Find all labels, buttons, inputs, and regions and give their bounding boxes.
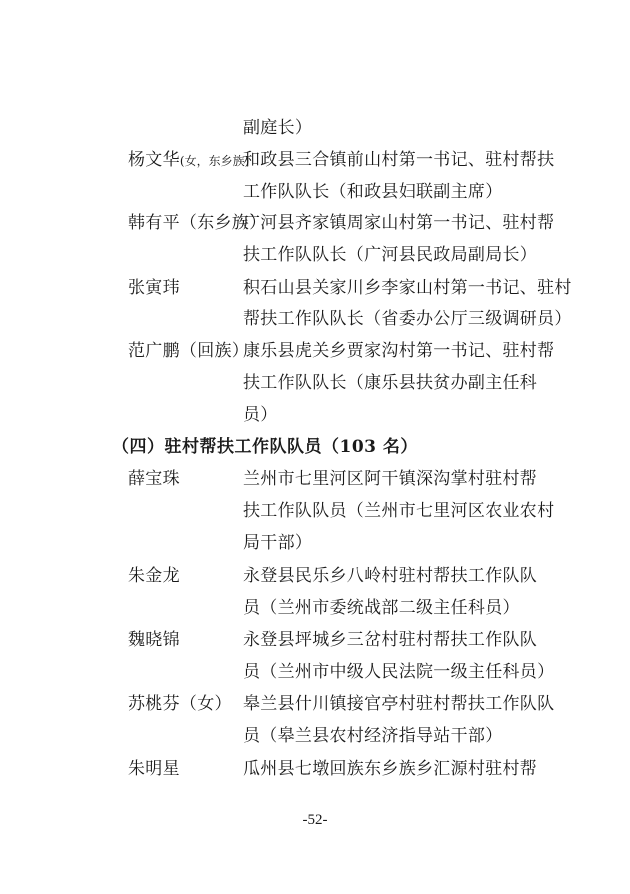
person-name: 朱明星 [128,759,180,779]
entry-text-line: 员（皋兰县农村经济指导站干部） [243,726,503,746]
entry-text-line: 康乐县虎关乡贾家沟村第一书记、驻村帮 [243,341,555,361]
entry-text-line: 永登县坪城乡三岔村驻村帮扶工作队队 [243,630,538,650]
entry-text-line: 员） [243,405,278,425]
section-heading: （四）驻村帮扶工作队队员（103 名） [112,437,418,457]
person-name: 薛宝珠 [128,469,180,489]
entry-text-line: 副庭长） [243,118,313,138]
entry-text-line: 瓜州县七墩回族东乡族乡汇源村驻村帮 [243,759,538,779]
page-number: -52- [302,812,328,828]
entry-text-line: 永登县民乐乡八岭村驻村帮扶工作队队 [243,566,538,586]
entry-text-line: 广河县齐家镇周家山村第一书记、驻村帮 [243,213,555,233]
entry-text-line: 扶工作队队员（兰州市七里河区农业农村 [243,501,555,521]
person-name: 范广鹏（回族） [128,341,250,361]
entry-text-line: 扶工作队队长（广河县民政局副局长） [243,245,538,265]
entry-text-line: 工作队队长（和政县妇联副主席） [243,182,503,202]
person-name: 朱金龙 [128,566,180,586]
entry-text-line: 积石山县关家川乡李家山村第一书记、驻村 [243,278,572,298]
person-name: 韩有平（东乡族） [128,213,267,233]
person-name: 张寅玮 [128,278,180,298]
entry-text-line: 员（兰州市中级人民法院一级主任科员） [243,662,555,682]
person-name: 魏晓锦 [128,630,180,650]
entry-text-line: 皋兰县什川镇接官亭村驻村帮扶工作队队 [243,694,555,714]
entry-text-line: 和政县三合镇前山村第一书记、驻村帮扶 [243,150,555,170]
entry-text-line: 帮扶工作队队长（省委办公厅三级调研员） [243,309,572,329]
entry-text-line: 兰州市七里河区阿干镇深沟掌村驻村帮 [243,469,538,489]
person-name: 苏桃芬（女） [128,694,232,714]
person-name: 杨文华(女，东乡族) [128,150,250,170]
entry-text-line: 员（兰州市委统战部二级主任科员） [243,598,520,618]
person-tag: (女，东乡族) [179,154,250,168]
entry-text-line: 局干部） [243,533,313,553]
entry-text-line: 扶工作队队长（康乐县扶贫办副主任科 [243,373,538,393]
